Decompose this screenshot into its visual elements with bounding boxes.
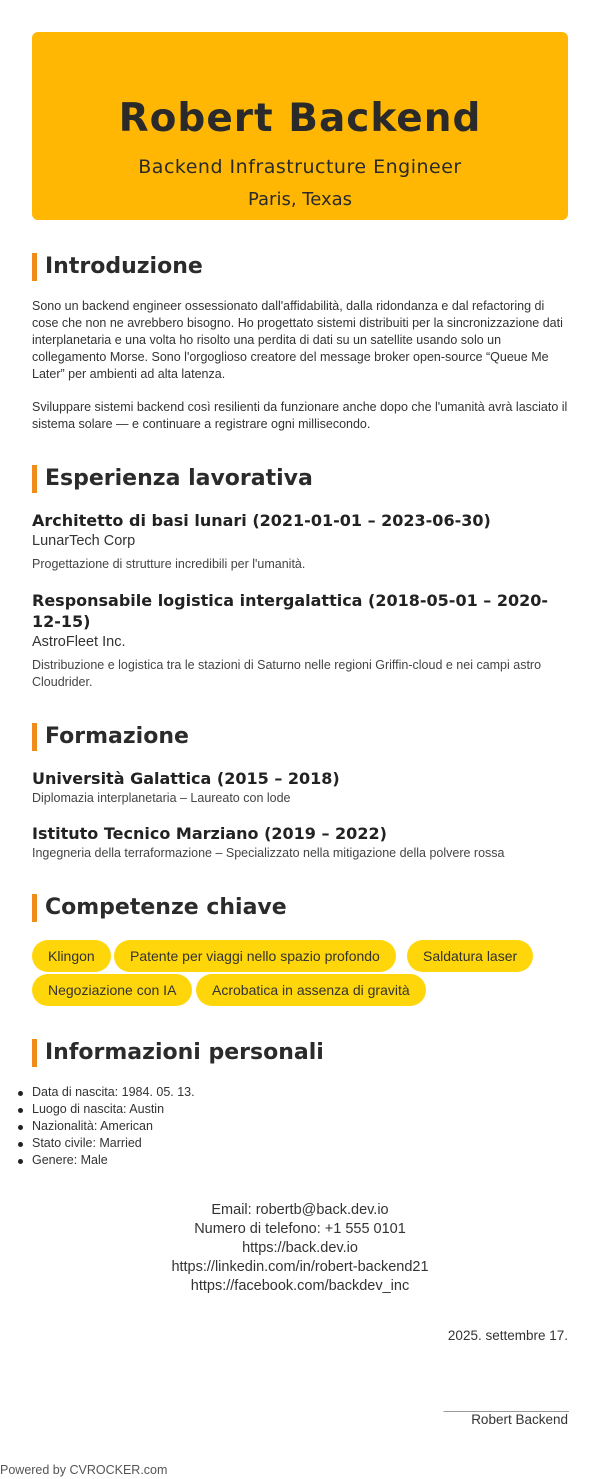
personal-info-list <box>32 1084 195 1169</box>
job-company: LunarTech Corp <box>32 533 136 549</box>
skill-tag: Patente per viaggi nello spazio profondo <box>114 940 396 972</box>
job-title: Architetto di basi lunari (2021-01-01 – 2023-06-30) <box>32 511 491 530</box>
contact-facebook-link[interactable]: https://facebook.com/backdev_inc <box>190 1278 410 1294</box>
job-role: Backend Infrastructure Engineer <box>138 156 462 178</box>
education-title: Università Galattica (2015 – 2018) <box>32 769 340 788</box>
signature-name: Robert Backend <box>471 1412 568 1427</box>
job-title: Responsabile logistica intergalattica (2018-05-01 – 2020-12-15) <box>32 591 549 631</box>
objective-paragraph: Sviluppare sistemi backend così resilienti da funzionare anche dopo che l'umanità avrà lasciato il sistema solare — e continuare a registrare ogni millisecondo. <box>32 400 568 431</box>
list-item: Stato civile: Married <box>32 1135 195 1152</box>
education-title: Istituto Tecnico Marziano (2019 – 2022) <box>32 824 387 843</box>
section-title-skills: Competenze chiave <box>32 894 287 922</box>
list-item: Nazionalità: American <box>32 1118 195 1135</box>
location: Paris, Texas <box>247 189 353 210</box>
list-item: Luogo di nascita: Austin <box>32 1101 195 1118</box>
section-title-personal: Informazioni personali <box>32 1039 324 1067</box>
job-description: Distribuzione e logistica tra le stazioni di Saturno nelle regioni Griffin-cloud e nei campi astro Cloudrider. <box>32 658 542 689</box>
document-date: 2025. settembre 17. <box>447 1328 568 1343</box>
job-company: AstroFleet Inc. <box>32 634 126 650</box>
job-description: Progettazione di strutture incredibili per l'umanità. <box>32 557 306 571</box>
contact-linkedin-link[interactable]: https://linkedin.com/in/robert-backend21 <box>171 1259 429 1275</box>
person-name: Robert Backend <box>118 96 482 141</box>
section-title-intro: Introduzione <box>32 253 203 281</box>
skill-tag: Klingon <box>32 940 111 972</box>
contact-email[interactable]: Email: robertb@back.dev.io <box>211 1202 389 1218</box>
contact-phone[interactable]: Numero di telefono: +1 555 0101 <box>194 1221 406 1237</box>
education-description: Diplomazia interplanetaria – Laureato con lode <box>32 791 291 805</box>
skill-tag: Negoziazione con IA <box>32 974 192 1006</box>
intro-paragraph: Sono un backend engineer ossessionato dall'affidabilità, dalla ridondanza e dal refactoring di cose che non ne avrebbero bisogno. Ho progettato sistemi distribuiti per la sincronizzazione dati interplanetaria e una volta ho risolto una perdita di dati su un satellite usando solo un collegamento Morse. Sono l'orgoglioso creatore del message broker open-source “Queue Me Later” per ambienti ad alta latenza. <box>32 299 563 381</box>
section-title-education: Formazione <box>32 723 189 751</box>
section-title-experience: Esperienza lavorativa <box>32 465 313 493</box>
skill-tag: Saldatura laser <box>407 940 533 972</box>
list-item: Data di nascita: 1984. 05. 13. <box>32 1085 195 1099</box>
resume-header <box>32 32 568 220</box>
education-description: Ingegneria della terraformazione – Specializzato nella mitigazione della polvere rossa <box>32 846 505 860</box>
contact-website-link[interactable]: https://back.dev.io <box>242 1240 358 1256</box>
signature-line: ____________________ <box>443 1398 568 1412</box>
skill-tag: Acrobatica in assenza di gravità <box>196 974 426 1006</box>
list-item: Genere: Male <box>32 1152 195 1169</box>
contact-block <box>0 1201 600 1296</box>
powered-by-link[interactable]: Powered by CVROCKER.com <box>0 1463 168 1477</box>
